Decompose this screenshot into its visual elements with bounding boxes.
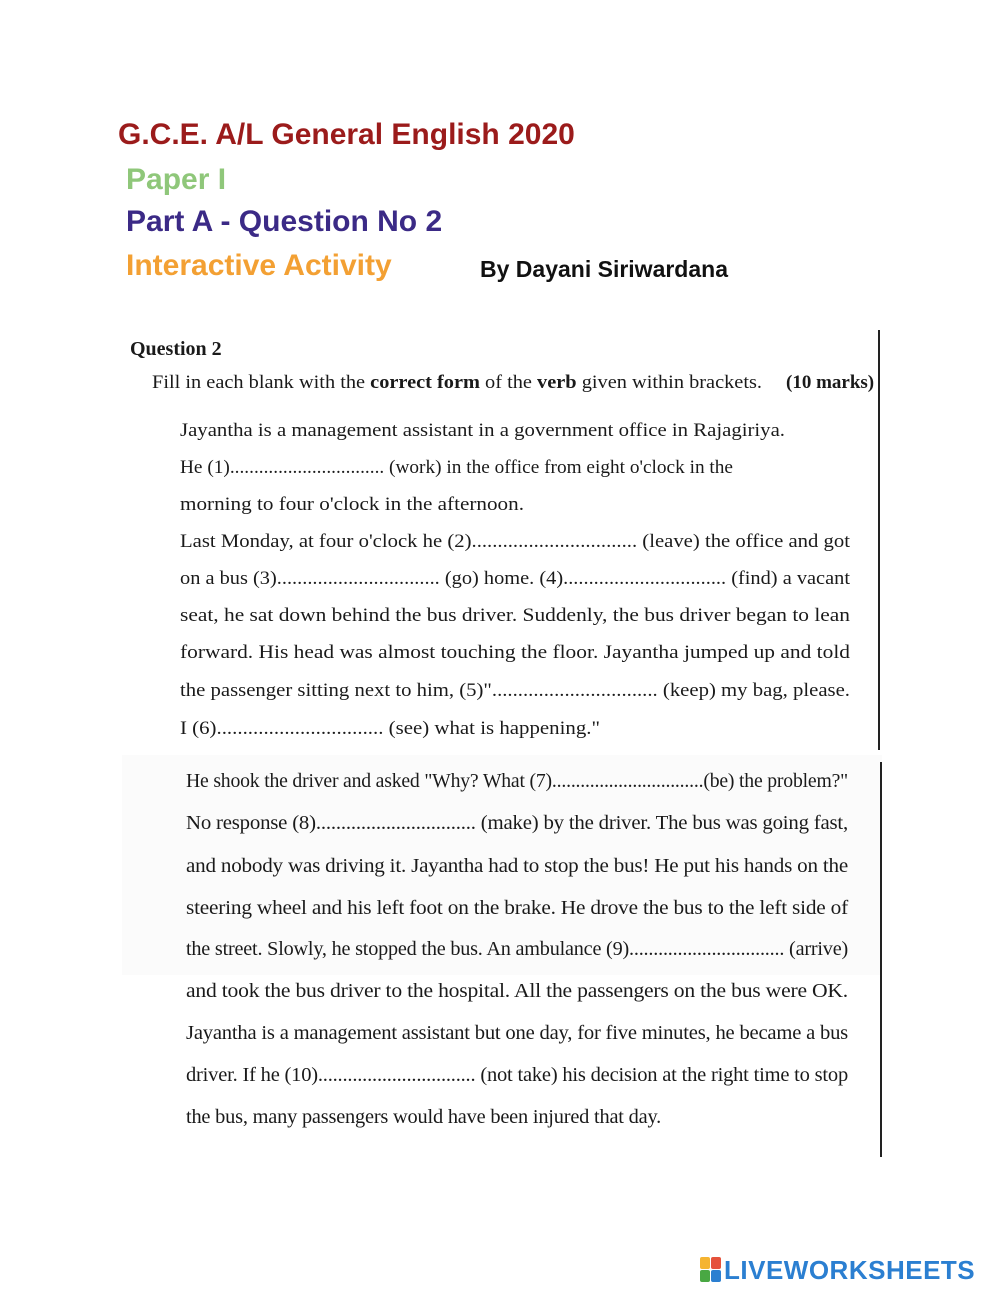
passage-line: Jayantha is a management assistant but one day, for five minutes, he became a bus [186,1022,848,1044]
passage-line: No response (8)................................ (make) by the driver. The bus was going fast, [186,812,848,834]
passage-line: morning to four o'clock in the afternoon. [180,494,524,515]
passage-line: Jayantha is a management assistant in a government office in Rajagiriya. [180,420,785,441]
passage-line: and nobody was driving it. Jayantha had to stop the bus! He put his hands on the [186,855,848,877]
passage-line: forward. His head was almost touching the floor. Jayantha jumped up and told [180,642,850,663]
margin-rule [880,762,882,1157]
passage-line: and took the bus driver to the hospital. All the passengers on the bus were OK. [186,980,848,1002]
passage-line: driver. If he (10)................................ (not take) his decision at the right time to stop [186,1064,848,1086]
passage-line: on a bus (3)................................ (go) home. (4)................................ (find) a vacant [180,568,850,589]
document-title: G.C.E. A/L General English 2020 [118,118,575,151]
passage-line: Last Monday, at four o'clock he (2)................................ (leave) the office and got [180,531,850,552]
liveworksheets-logo-icon [700,1257,722,1283]
passage-line: the bus, many passengers would have been injured that day. [186,1106,661,1128]
passage-line: seat, he sat down behind the bus driver. Suddenly, the bus driver began to lean [180,605,850,626]
passage-line: steering wheel and his left foot on the brake. He drove the bus to the left side of [186,897,848,919]
paper-label: Paper I [126,163,227,196]
passage-line: the street. Slowly, he stopped the bus. An ambulance (9)................................ (arrive) [186,938,848,960]
passage-line: He (1)................................ (work) in the office from eight o'clock in the [180,457,733,478]
part-label: Part A - Question No 2 [126,205,443,238]
activity-label: Interactive Activity [126,249,392,282]
margin-rule [878,330,880,750]
brand-footer[interactable] [700,1255,975,1285]
question-heading: Question 2 [130,338,222,360]
passage-line: He shook the driver and asked "Why? What (7)................................(be) the problem?" [186,770,848,792]
passage-line: the passenger sitting next to him, (5)"................................ (keep) my bag, please. [180,680,850,701]
passage-line: I (6)................................ (see) what is happening." [180,718,600,739]
brand-name: LIVEWORKSHEETS [724,1254,976,1285]
question-instruction: Fill in each blank with the correct form of the verb given within brackets. [152,372,762,393]
author-label: By Dayani Siriwardana [480,256,728,282]
question-marks: (10 marks) [786,372,875,393]
